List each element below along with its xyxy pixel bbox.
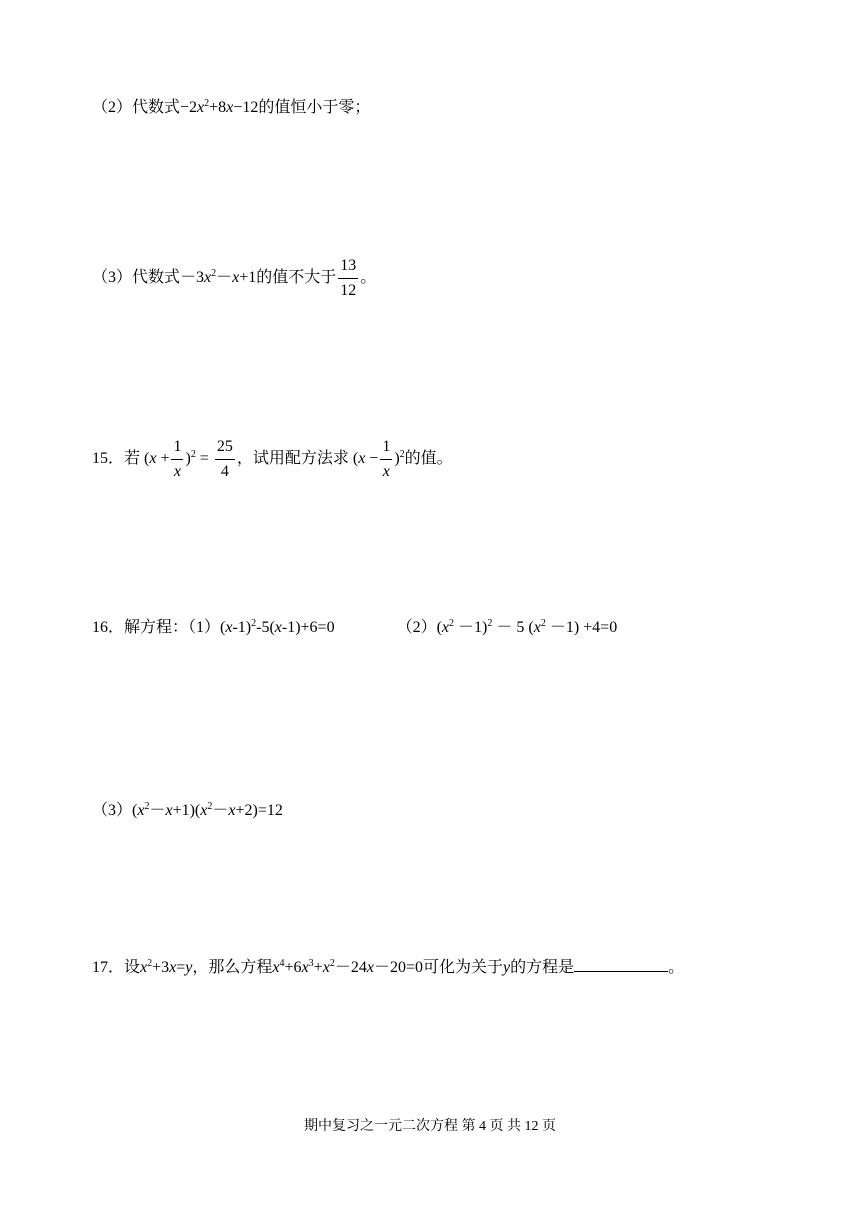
problem-text: ，那么方程 [192, 959, 273, 976]
variable-x: x [322, 959, 330, 976]
fraction-numerator: 13 [338, 254, 358, 279]
variable-x: x [533, 619, 541, 636]
variable-x: x [441, 619, 450, 636]
fraction-13-12 [338, 254, 358, 303]
variable-x: x [228, 802, 236, 819]
variable-x: x [197, 99, 205, 116]
fraction-1-over-x [171, 435, 183, 484]
paren: ) [394, 450, 400, 468]
exponent: 2 [540, 618, 546, 629]
expr-segment: +1 [239, 269, 257, 287]
expr-segment: ( [132, 802, 138, 819]
problem-number: 16．解方程：（1） [92, 619, 221, 636]
expr-segment: +8 [209, 99, 227, 116]
fraction-denominator: x [173, 463, 182, 480]
variable-y: y [502, 959, 511, 976]
problem-text: 。 [360, 269, 377, 287]
expr-segment: ( [436, 619, 442, 636]
expr-segment: －24 [334, 959, 367, 976]
variable-x: x [137, 802, 145, 819]
expr-segment: = [176, 959, 186, 976]
problem-text: 。 [668, 959, 685, 976]
problem-14-part-3 [92, 254, 376, 303]
problem-label: （3）代数式－3 [92, 269, 205, 287]
exponent: 2 [487, 618, 493, 629]
paren: ( [352, 450, 359, 468]
exponent: 2 [144, 801, 150, 812]
problem-text: ，试用配方法求 [236, 450, 349, 468]
expr-segment: +1)( [172, 802, 201, 819]
expr-segment: -1) [232, 619, 252, 636]
problem-text: 的方程是 [510, 959, 575, 976]
expr-segment: −12 [233, 99, 259, 116]
expr-segment: － [149, 802, 166, 819]
expr-segment: ( [220, 619, 226, 636]
fraction-1-over-x [380, 435, 392, 484]
expr-segment: －1) [454, 619, 488, 636]
fraction-denominator: 12 [340, 282, 357, 299]
expr-segment: -5( [256, 619, 275, 636]
exponent: 2 [329, 958, 335, 969]
expr-segment: -1)+6=0 [281, 619, 335, 636]
expr-segment: +6 [284, 959, 302, 976]
problem-text: －20=0可化为关于 [373, 959, 503, 976]
variable-x: x [165, 802, 173, 819]
paren: ) [185, 450, 191, 468]
exponent: 2 [251, 618, 257, 629]
operator: − [369, 450, 379, 468]
variable-x: x [272, 959, 280, 976]
problem-label: （3） [92, 802, 133, 819]
problem-16 [92, 618, 617, 638]
variable-x: x [169, 959, 177, 976]
exponent: 4 [279, 958, 285, 969]
variable-x: x [366, 959, 374, 976]
problem-label: （2）代数式 [92, 99, 181, 116]
variable-x: x [358, 450, 366, 468]
exponent: 2 [190, 449, 196, 461]
exponent: 2 [204, 98, 210, 109]
expr-segment: － [212, 802, 229, 819]
exponent: 2 [211, 268, 217, 280]
fraction-denominator: x [382, 463, 390, 480]
problem-label: （2） [396, 619, 437, 636]
fraction-numerator: 1 [380, 435, 392, 460]
variable-y: y [185, 959, 193, 976]
exponent: 3 [308, 958, 314, 969]
fraction-denominator: 4 [220, 463, 229, 480]
variable-x: x [140, 959, 148, 976]
exponent: 2 [147, 958, 153, 969]
fraction-numerator: 1 [171, 435, 183, 460]
operator: = [199, 450, 209, 468]
variable-x: x [232, 269, 240, 287]
exponent: 2 [207, 801, 213, 812]
variable-x: x [149, 450, 157, 468]
fraction-numerator: 25 [215, 435, 235, 460]
expr-segment: −2 [180, 99, 198, 116]
problem-number: 15．若 [92, 450, 141, 468]
problem-text: 的值恒小于零； [258, 99, 371, 116]
expr-segment: + [313, 959, 323, 976]
problem-number: 17．设 [92, 959, 141, 976]
exponent: 2 [449, 618, 455, 629]
expr-segment: － [216, 269, 233, 287]
problem-16-part-3 [92, 801, 283, 821]
variable-x: x [226, 99, 234, 116]
problem-text: 的值不大于 [256, 269, 337, 287]
exponent: 2 [399, 449, 405, 461]
page-footer: 期中复习之一元二次方程 第 4 页 共 12 页 [304, 1119, 556, 1134]
problem-14-part-2 [92, 98, 370, 118]
problem-15 [92, 435, 453, 484]
variable-x: x [301, 959, 309, 976]
variable-x: x [225, 619, 233, 636]
problem-17 [92, 957, 684, 978]
variable-x: x [200, 802, 208, 819]
answer-blank[interactable] [574, 957, 668, 972]
operator: + [160, 450, 170, 468]
fraction-25-over-4 [215, 435, 235, 484]
expr-segment: － 5 ( [492, 619, 534, 636]
variable-x: x [274, 619, 282, 636]
expr-segment: －1) +4=0 [545, 619, 618, 636]
variable-x: x [204, 269, 212, 287]
paren: ( [144, 450, 150, 468]
expr-segment: +2)=12 [235, 802, 283, 819]
expr-segment: +3 [152, 959, 170, 976]
problem-text: 的值。 [404, 450, 453, 468]
